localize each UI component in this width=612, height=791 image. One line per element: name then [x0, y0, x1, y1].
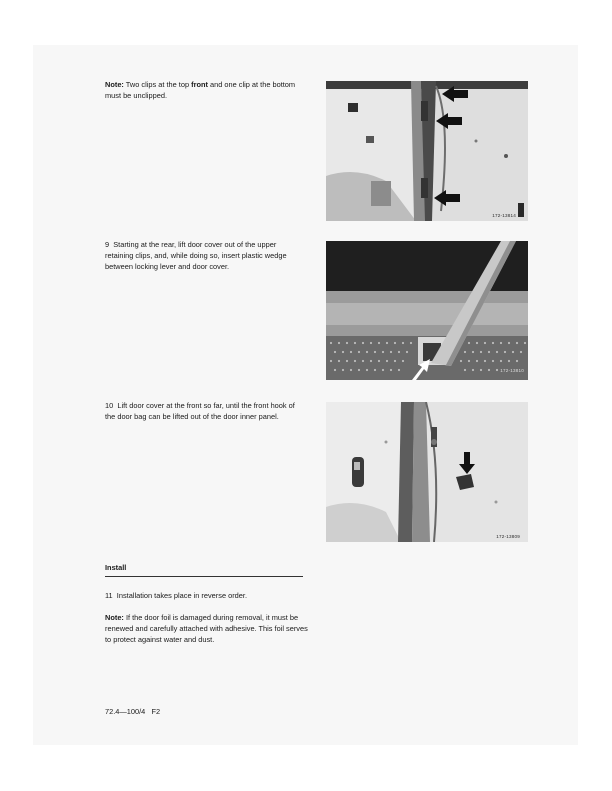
note-label: Note: — [105, 80, 124, 89]
figure-door-hook — [326, 402, 528, 542]
note-top: Note: Two clips at the top front and one clip at the bottom must be unclipped. — [105, 80, 296, 100]
figure-code: 172-13814 — [492, 213, 516, 218]
step-11: 11 Installation takes place in reverse order. — [105, 591, 248, 600]
page-footer — [105, 706, 160, 717]
section-heading-install: Install — [105, 563, 127, 572]
step-10: 10 Lift door cover at the front so far, until the front hook of the door bag can be lifted out of the door inner panel. — [105, 401, 295, 421]
note-foil: Note: If the door foil is damaged during removal, it must be renewed and carefully attached with adhesive. This foil serves to protect against water and dust. — [105, 613, 308, 644]
step-number: 11 — [105, 591, 113, 600]
step-number: 9 — [105, 240, 110, 249]
figure-code: 172-13809 — [496, 534, 520, 539]
figure-code: 172-13810 — [500, 368, 524, 373]
note-emphasis: front — [191, 80, 208, 89]
heading-rule — [105, 576, 303, 577]
figure-door-clips — [326, 81, 528, 221]
note-label: Note: — [105, 613, 124, 622]
figure-plastic-wedge — [326, 241, 528, 380]
page-code: 72.4—100/4 — [105, 707, 146, 716]
step-number: 10 — [105, 401, 114, 410]
page-ref: F2 — [151, 707, 161, 716]
step-9: 9 Starting at the rear, lift door cover out of the upper retaining clips, and, while doing so, insert plastic wedge between locking lever and door cover. — [105, 240, 287, 271]
